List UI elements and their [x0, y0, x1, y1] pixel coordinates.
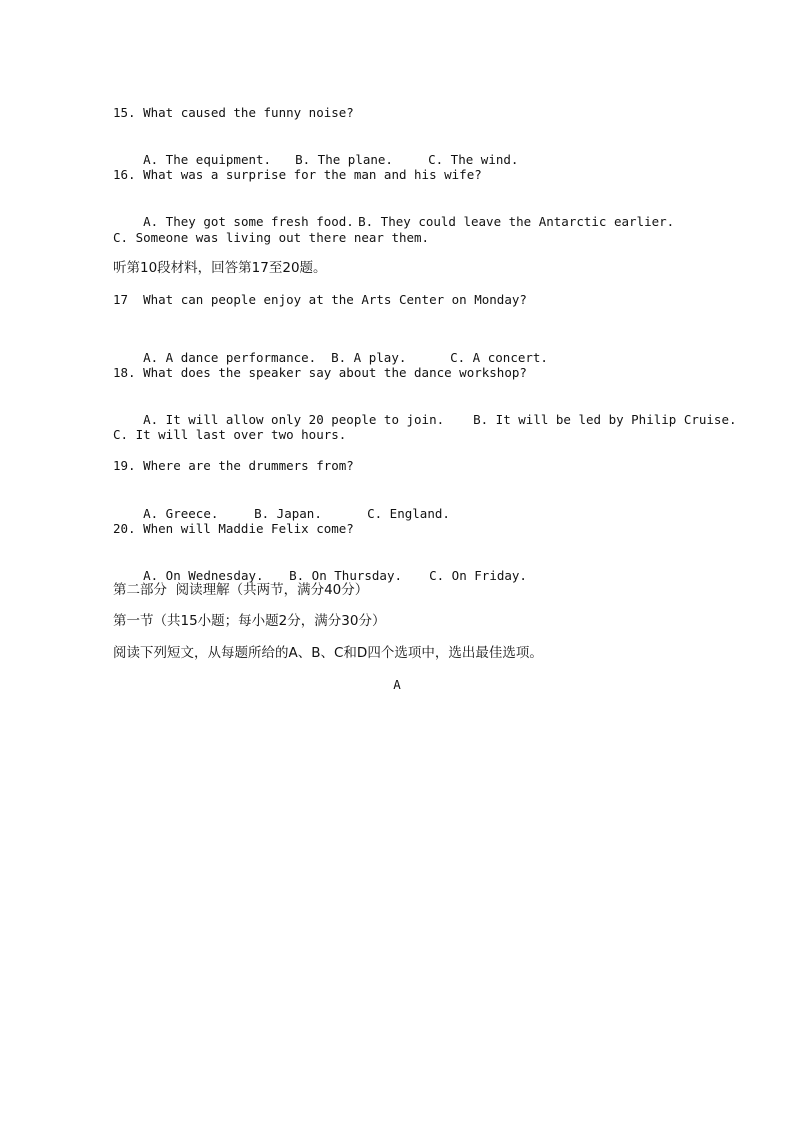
q18-option-c: C. It will last over two hours.: [113, 427, 347, 442]
q20-option-a: A. On Wednesday.: [143, 568, 264, 583]
q16-option-a: A. They got some fresh food.: [143, 214, 354, 229]
q15-option-a: A. The equipment.: [143, 152, 272, 167]
part-2-heading: 第二部分 阅读理解（共两节，满分40分）: [113, 582, 369, 598]
q17-option-c: C. A concert.: [450, 350, 548, 365]
q16-option-b: B. They could leave the Antarctic earlier.: [358, 214, 675, 229]
question-17: 17 What can people enjoy at the Arts Center on Monday?: [113, 292, 527, 307]
q16-option-c: C. Someone was living out there near them.: [113, 230, 430, 245]
question-18: 18. What does the speaker say about the dance workshop?: [113, 365, 527, 380]
q17-option-a: A. A dance performance.: [143, 350, 317, 365]
q20-option-c: C. On Friday.: [429, 568, 527, 583]
q17-option-b: B. A play.: [331, 350, 407, 365]
question-19: 19. Where are the drummers from?: [113, 458, 354, 473]
q19-option-a: A. Greece.: [143, 506, 219, 521]
q15-option-c: C. The wind.: [428, 152, 519, 167]
q19-option-b: B. Japan.: [254, 506, 322, 521]
reading-instruction: 阅读下列短文，从每题所给的A、B、C和D四个选项中，选出最佳选项。: [113, 645, 543, 661]
q18-option-a: A. It will allow only 20 people to join.: [143, 412, 445, 427]
question-15: 15. What caused the funny noise?: [113, 105, 354, 120]
section-1-heading: 第一节（共15小题；每小题2分，满分30分）: [113, 613, 386, 629]
q18-option-b: B. It will be led by Philip Cruise.: [473, 412, 737, 427]
q19-option-c: C. England.: [367, 506, 450, 521]
passage-label: A: [393, 677, 401, 692]
q15-option-b: B. The plane.: [295, 152, 393, 167]
question-20: 20. When will Maddie Felix come?: [113, 521, 354, 536]
q20-option-b: B. On Thursday.: [289, 568, 402, 583]
section-10-instruction: 听第10段材料，回答第17至20题。: [113, 260, 327, 276]
question-16: 16. What was a surprise for the man and his wife?: [113, 167, 482, 182]
